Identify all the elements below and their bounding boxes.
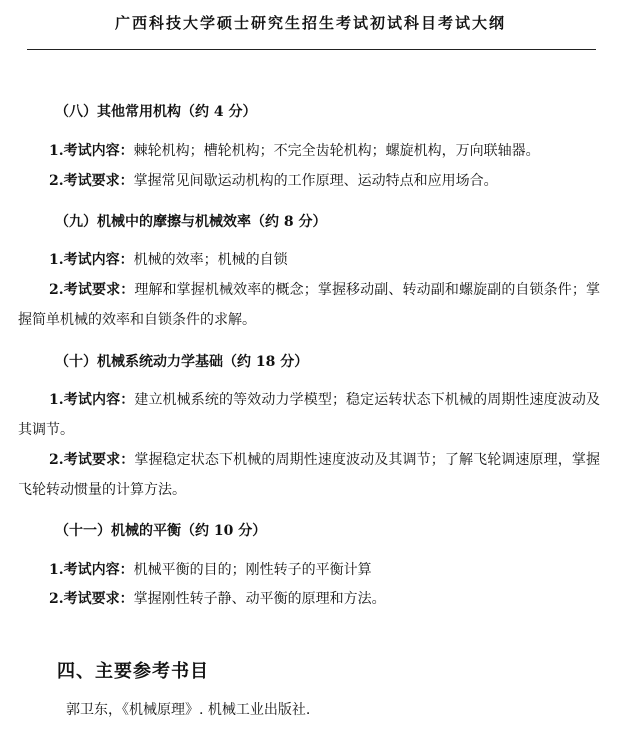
item-key: 考试内容： bbox=[63, 392, 135, 408]
item-number: 2. bbox=[49, 591, 64, 607]
section-heading-10: （十）机械系统动力学基础（约 18 分） bbox=[55, 354, 309, 370]
item-key: 考试内容： bbox=[63, 252, 134, 268]
item-text: 棘轮机构；槽轮机构；不完全齿轮机构；螺旋机构，万向联轴器。 bbox=[133, 143, 540, 159]
item-text: 掌握刚性转子静、动平衡的原理和方法。 bbox=[133, 591, 386, 607]
document-header-title: 广西科技大学硕士研究生招生考试初试科目考试大纲 bbox=[114, 14, 506, 32]
item-key: 考试要求： bbox=[63, 173, 134, 189]
reference-entry: 郭卫东，《机械原理》. 机械工业出版社. bbox=[66, 702, 311, 718]
item-text: 掌握常见间歇运动机构的工作原理、运动特点和应用场合。 bbox=[133, 173, 498, 189]
item-number: 1. bbox=[49, 392, 64, 408]
item-number: 1. bbox=[49, 252, 64, 268]
item-number: 1. bbox=[49, 562, 64, 578]
item-text: 理解和掌握机械效率的概念；掌握移动副、转动副和螺旋副的自锁条件；掌握简单机械的效率和自锁条件的求解。 bbox=[18, 282, 601, 328]
section-11-item-1 bbox=[18, 555, 600, 585]
item-text: 建立机械系统的等效动力学模型；稳定运转状态下机械的周期性速度波动及其调节。 bbox=[18, 392, 601, 438]
item-number: 2. bbox=[49, 173, 64, 189]
item-key: 考试要求： bbox=[63, 452, 135, 468]
section-8-item-2 bbox=[18, 166, 600, 196]
item-key: 考试内容： bbox=[63, 143, 134, 159]
section-9-item-1 bbox=[18, 245, 600, 275]
section-10-item-2 bbox=[18, 445, 600, 505]
chapter-heading: 四、主要参考书目 bbox=[57, 661, 209, 682]
item-key: 考试要求： bbox=[63, 591, 134, 607]
item-number: 1. bbox=[49, 143, 64, 159]
section-heading-11: （十一）机械的平衡（约 10 分） bbox=[55, 523, 267, 539]
item-text: 机械的效率；机械的自锁 bbox=[133, 252, 288, 268]
section-11-item-2 bbox=[18, 584, 600, 614]
section-heading-9: （九）机械中的摩擦与机械效率（约 8 分） bbox=[55, 214, 327, 230]
item-number: 2. bbox=[49, 282, 64, 298]
item-key: 考试内容： bbox=[63, 562, 134, 578]
item-text: 掌握稳定状态下机械的周期性速度波动及其调节；了解飞轮调速原理，掌握飞轮转动惯量的计算方法。 bbox=[18, 452, 601, 498]
section-9-item-2 bbox=[18, 275, 600, 335]
item-number: 2. bbox=[49, 452, 64, 468]
header-divider bbox=[27, 49, 596, 50]
section-10-item-1 bbox=[18, 385, 600, 445]
item-text: 机械平衡的目的；刚性转子的平衡计算 bbox=[133, 562, 372, 578]
section-heading-8: （八）其他常用机构（约 4 分） bbox=[55, 104, 257, 120]
item-key: 考试要求： bbox=[63, 282, 135, 298]
section-8-item-1 bbox=[18, 136, 600, 166]
